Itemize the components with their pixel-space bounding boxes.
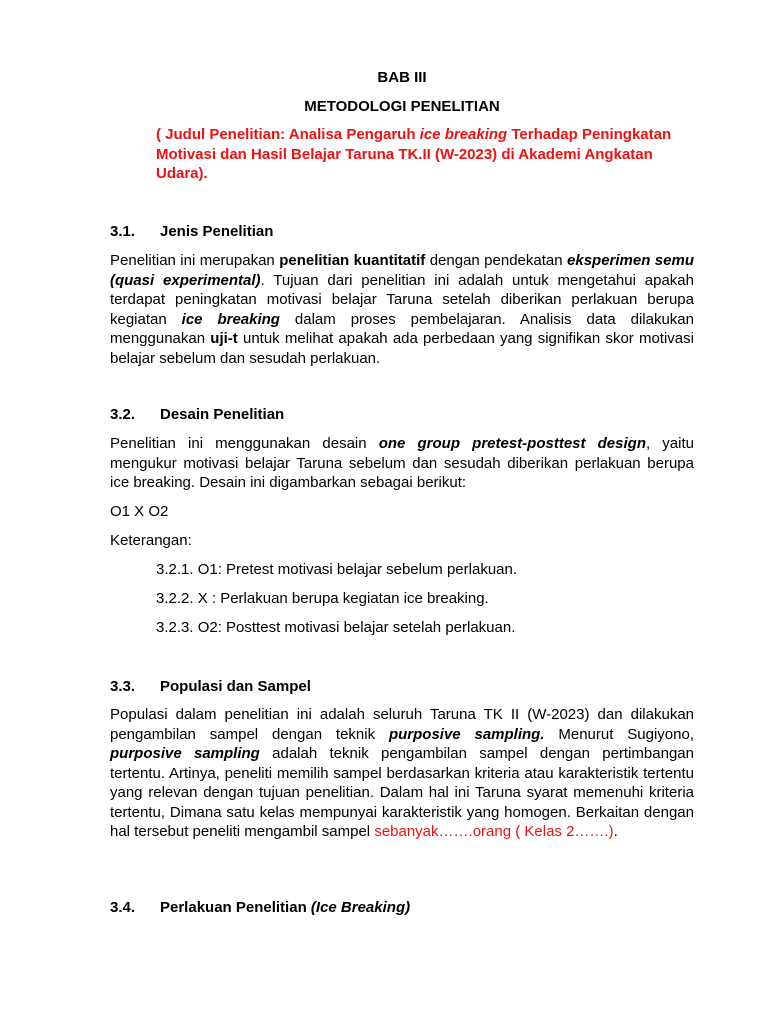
text-segment: untuk melihat apakah ada perbedaan yang signifikan skor motivasi belajar sebelum dan sesudah perlakuan. [110,330,694,367]
text-segment: ice breaking [419,126,508,143]
text-segment: ( Judul Penelitian: Analisa Pengaruh [156,126,420,143]
text-segment: Terhadap Peningkatan Motivasi dan Hasil Belajar Taruna TK.II (W-2023) di Akademi Angkatan Udara). [156,126,672,182]
list-item: 3.2.3. O2: Posttest motivasi belajar setelah perlakuan. [156,619,516,636]
text-segment: Penelitian ini menggunakan desain [110,435,379,452]
text-segment: Penelitian ini merupakan [110,252,280,269]
text-segment: purposive sampling. [388,725,545,743]
section-title: Desain Penelitian [160,406,285,423]
list-item: 3.2.1. O1: Pretest motivasi belajar sebelum perlakuan. [156,561,518,578]
research-title [156,125,696,184]
section-number: 3.1. [110,223,136,240]
section-title-italic: (Ice Breaking) [310,899,411,916]
text-segment: dengan pendekatan [425,252,568,269]
chapter-title: METODOLOGI PENELITIAN [304,98,500,115]
keterangan-label: Keterangan: [110,532,192,549]
paragraph-desain-penelitian [110,434,694,493]
text-segment: uji-t [210,330,238,347]
section-heading-3-4 [110,898,694,918]
text-segment: penelitian kuantitatif [279,252,426,269]
text-segment: dalam proses pembelajaran. Analisis data dilakukan menggunakan [110,310,694,347]
text-segment: Populasi dalam penelitian ini adalah seluruh Taruna TK II (W-2023) dan dilakukan pengambilan sampel dengan teknik [110,706,694,743]
text-segment: eksperimen semu (quasi experimental) [110,252,694,289]
text-segment: . [613,823,618,840]
paragraph-jenis-penelitian [110,251,694,368]
list-item: 3.2.2. X : Perlakuan berupa kegiatan ice breaking. [156,590,489,607]
text-segment: Menurut Sugiyono, [544,725,694,743]
section-title: Perlakuan Penelitian [160,899,311,916]
section-heading-3-3 [110,677,694,697]
section-title: Populasi dan Sampel [160,678,311,695]
section-heading-3-2 [110,405,694,425]
text-segment: adalah teknik pengambilan sampel dengan pertimbangan tertentu. Artinya, peneliti memilih sampel berdasarkan kriteria atau karakteristik tertentu yang relevan dengan tujuan penelitian. Dalam hal ini Taruna syarat memenuhi kriteria tertentu, Dimana satu kelas mempunyai karakteristik yang homogen. Berkaitan dengan hal tersebut peneliti mengambil sampel [110,745,694,840]
text-segment: sebanyak…….orang ( Kelas 2…….) [374,823,614,840]
text-segment: one group pretest-posttest design [378,435,646,452]
text-segment: . Tujuan dari penelitian ini adalah untuk mengetahui apakah terdapat peningkatan motivasi belajar Taruna setelah diberikan perlakuan berupa kegiatan [110,271,694,328]
text-segment: , yaitu mengukur motivasi belajar Taruna sebelum dan sesudah diberikan perlakuan berupa ice breaking. Desain ini digambarkan sebagai berikut: [110,435,694,491]
section-number: 3.3. [110,678,136,695]
text-segment: ice breaking [181,310,280,328]
text-segment: purposive sampling [110,745,260,762]
design-formula: O1 X O2 [110,503,169,520]
section-heading-3-1 [110,222,694,242]
chapter-label: BAB III [377,69,427,86]
paragraph-populasi-sampel [110,705,694,842]
section-number: 3.2. [110,406,136,423]
section-number: 3.4. [110,899,136,916]
section-title: Jenis Penelitian [160,223,274,240]
